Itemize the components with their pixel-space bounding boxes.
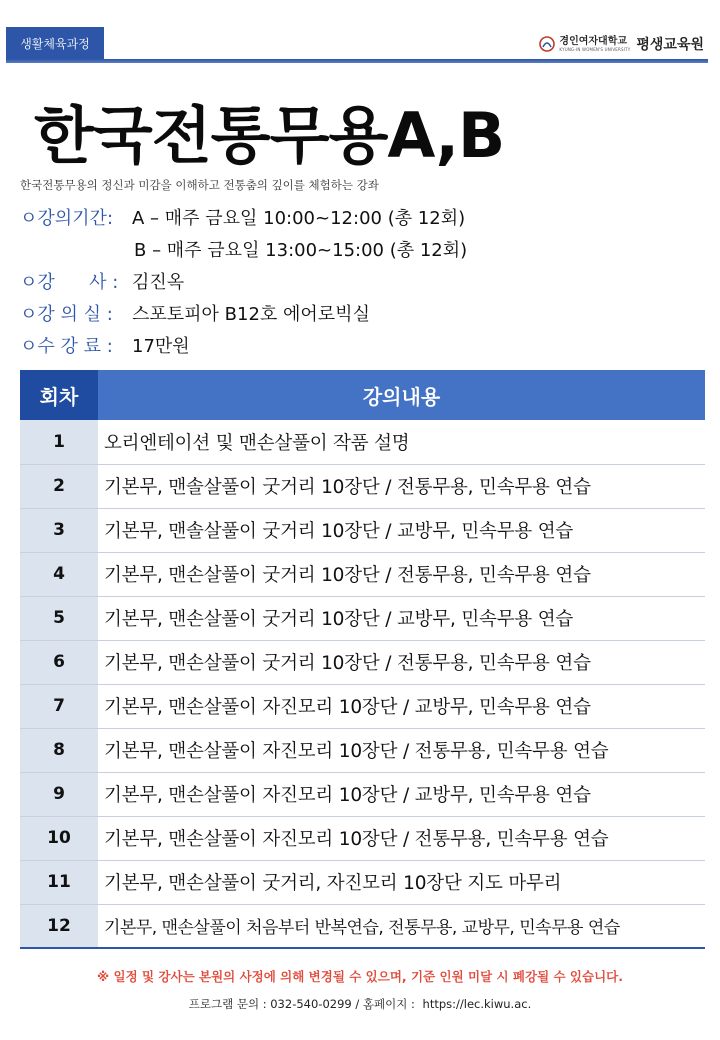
info-instructor	[20, 268, 467, 300]
table-row	[20, 728, 705, 772]
table-row	[20, 464, 705, 508]
period-label: ㅇ강의기간:	[20, 208, 114, 229]
logo-university-name: 경인여자대학교	[559, 35, 628, 47]
logo-institute-name: 평생교육원	[636, 37, 704, 53]
notice-text: ※ 일정 및 강사는 본원의 사정에 의해 변경될 수 있으며, 기준 인원 미달 시 폐강될 수 있습니다.	[97, 969, 623, 984]
session-content: 기본무, 맨손살풀이 자진모리 10장단 / 교방무, 민속무용 연습	[98, 772, 705, 816]
course-subtitle: 한국전통무용의 정신과 미감을 이해하고 전통춤의 깊이를 체험하는 강좌	[20, 178, 379, 192]
table-row	[20, 772, 705, 816]
table-row	[20, 816, 705, 860]
fee-label: ㅇ수 강 료 :	[20, 336, 113, 357]
session-content: 기본무, 맨손살풀이 굿거리 10장단 / 전통무용, 민속무용 연습	[98, 552, 705, 596]
table-row	[20, 552, 705, 596]
homepage-link[interactable]: https://lec.kiwu.ac.	[422, 997, 532, 1011]
session-number: 3	[20, 508, 98, 552]
logo-english-name: KYUNG-IN WOMEN'S UNIVERSITY	[559, 46, 631, 52]
course-info	[20, 204, 467, 364]
table-row	[20, 508, 705, 552]
room-value: 스포토피아 B12호 에어로빅실	[132, 304, 370, 325]
session-number: 5	[20, 596, 98, 640]
table-row	[20, 640, 705, 684]
header-divider	[6, 59, 708, 63]
university-logo	[539, 33, 704, 55]
session-number: 6	[20, 640, 98, 684]
category-tag: 생활체육과정	[6, 27, 104, 59]
period-b-value: B – 매주 금요일 13:00~15:00 (총 12회)	[134, 240, 468, 261]
table-row	[20, 596, 705, 640]
table-row	[20, 684, 705, 728]
session-content: 기본무, 맨손살풀이 자진모리 10장단 / 전통무용, 민속무용 연습	[98, 816, 705, 860]
session-number: 11	[20, 860, 98, 904]
table-row	[20, 860, 705, 904]
session-content: 기본무, 맨손살풀이 굿거리 10장단 / 전통무용, 민속무용 연습	[98, 640, 705, 684]
session-content: 기본무, 맨솔살풀이 굿거리 10장단 / 교방무, 민속무용 연습	[98, 508, 705, 552]
session-number: 1	[20, 420, 98, 464]
contact-label: 프로그램 문의 : 032-540-0299 / 홈페이지 :	[188, 997, 415, 1011]
info-fee	[20, 332, 467, 364]
room-label: ㅇ강 의 실 :	[20, 304, 113, 325]
info-period	[20, 204, 467, 236]
session-content: 기본무, 맨손살풀이 굿거리, 자진모리 10장단 지도 마무리	[98, 860, 705, 904]
session-number: 12	[20, 904, 98, 948]
session-content: 기본무, 맨손살풀이 자진모리 10장단 / 교방무, 민속무용 연습	[98, 684, 705, 728]
session-number: 4	[20, 552, 98, 596]
info-room	[20, 300, 467, 332]
table-row	[20, 420, 705, 464]
info-period-b	[20, 236, 467, 268]
instructor-value: 김진옥	[132, 272, 185, 293]
instructor-label: ㅇ강 사 :	[20, 272, 119, 293]
header-session: 회차	[20, 370, 98, 420]
table-row	[20, 904, 705, 948]
schedule-table	[20, 370, 705, 949]
fee-value: 17만원	[132, 336, 190, 357]
university-emblem-icon	[539, 36, 555, 52]
session-content: 기본무, 맨솔살풀이 굿거리 10장단 / 전통무용, 민속무용 연습	[98, 464, 705, 508]
session-number: 10	[20, 816, 98, 860]
table-header-row	[20, 370, 705, 420]
contact-info	[0, 996, 720, 1012]
session-number: 2	[20, 464, 98, 508]
session-content: 기본무, 맨손살풀이 굿거리 10장단 / 교방무, 민속무용 연습	[98, 596, 705, 640]
period-a-value: A – 매주 금요일 10:00~12:00 (총 12회)	[132, 208, 466, 229]
session-number: 8	[20, 728, 98, 772]
session-content: 기본무, 맨손살풀이 자진모리 10장단 / 전통무용, 민속무용 연습	[98, 728, 705, 772]
logo-text	[559, 37, 630, 52]
course-title: 한국전통무용A,B	[34, 99, 505, 172]
session-number: 7	[20, 684, 98, 728]
header-content: 강의내용	[98, 370, 705, 420]
session-content: 오리엔테이션 및 맨손살풀이 작품 설명	[98, 420, 705, 464]
session-number: 9	[20, 772, 98, 816]
session-content: 기본무, 맨손살풀이 처음부터 반복연습, 전통무용, 교방무, 민속무용 연습	[98, 904, 705, 948]
